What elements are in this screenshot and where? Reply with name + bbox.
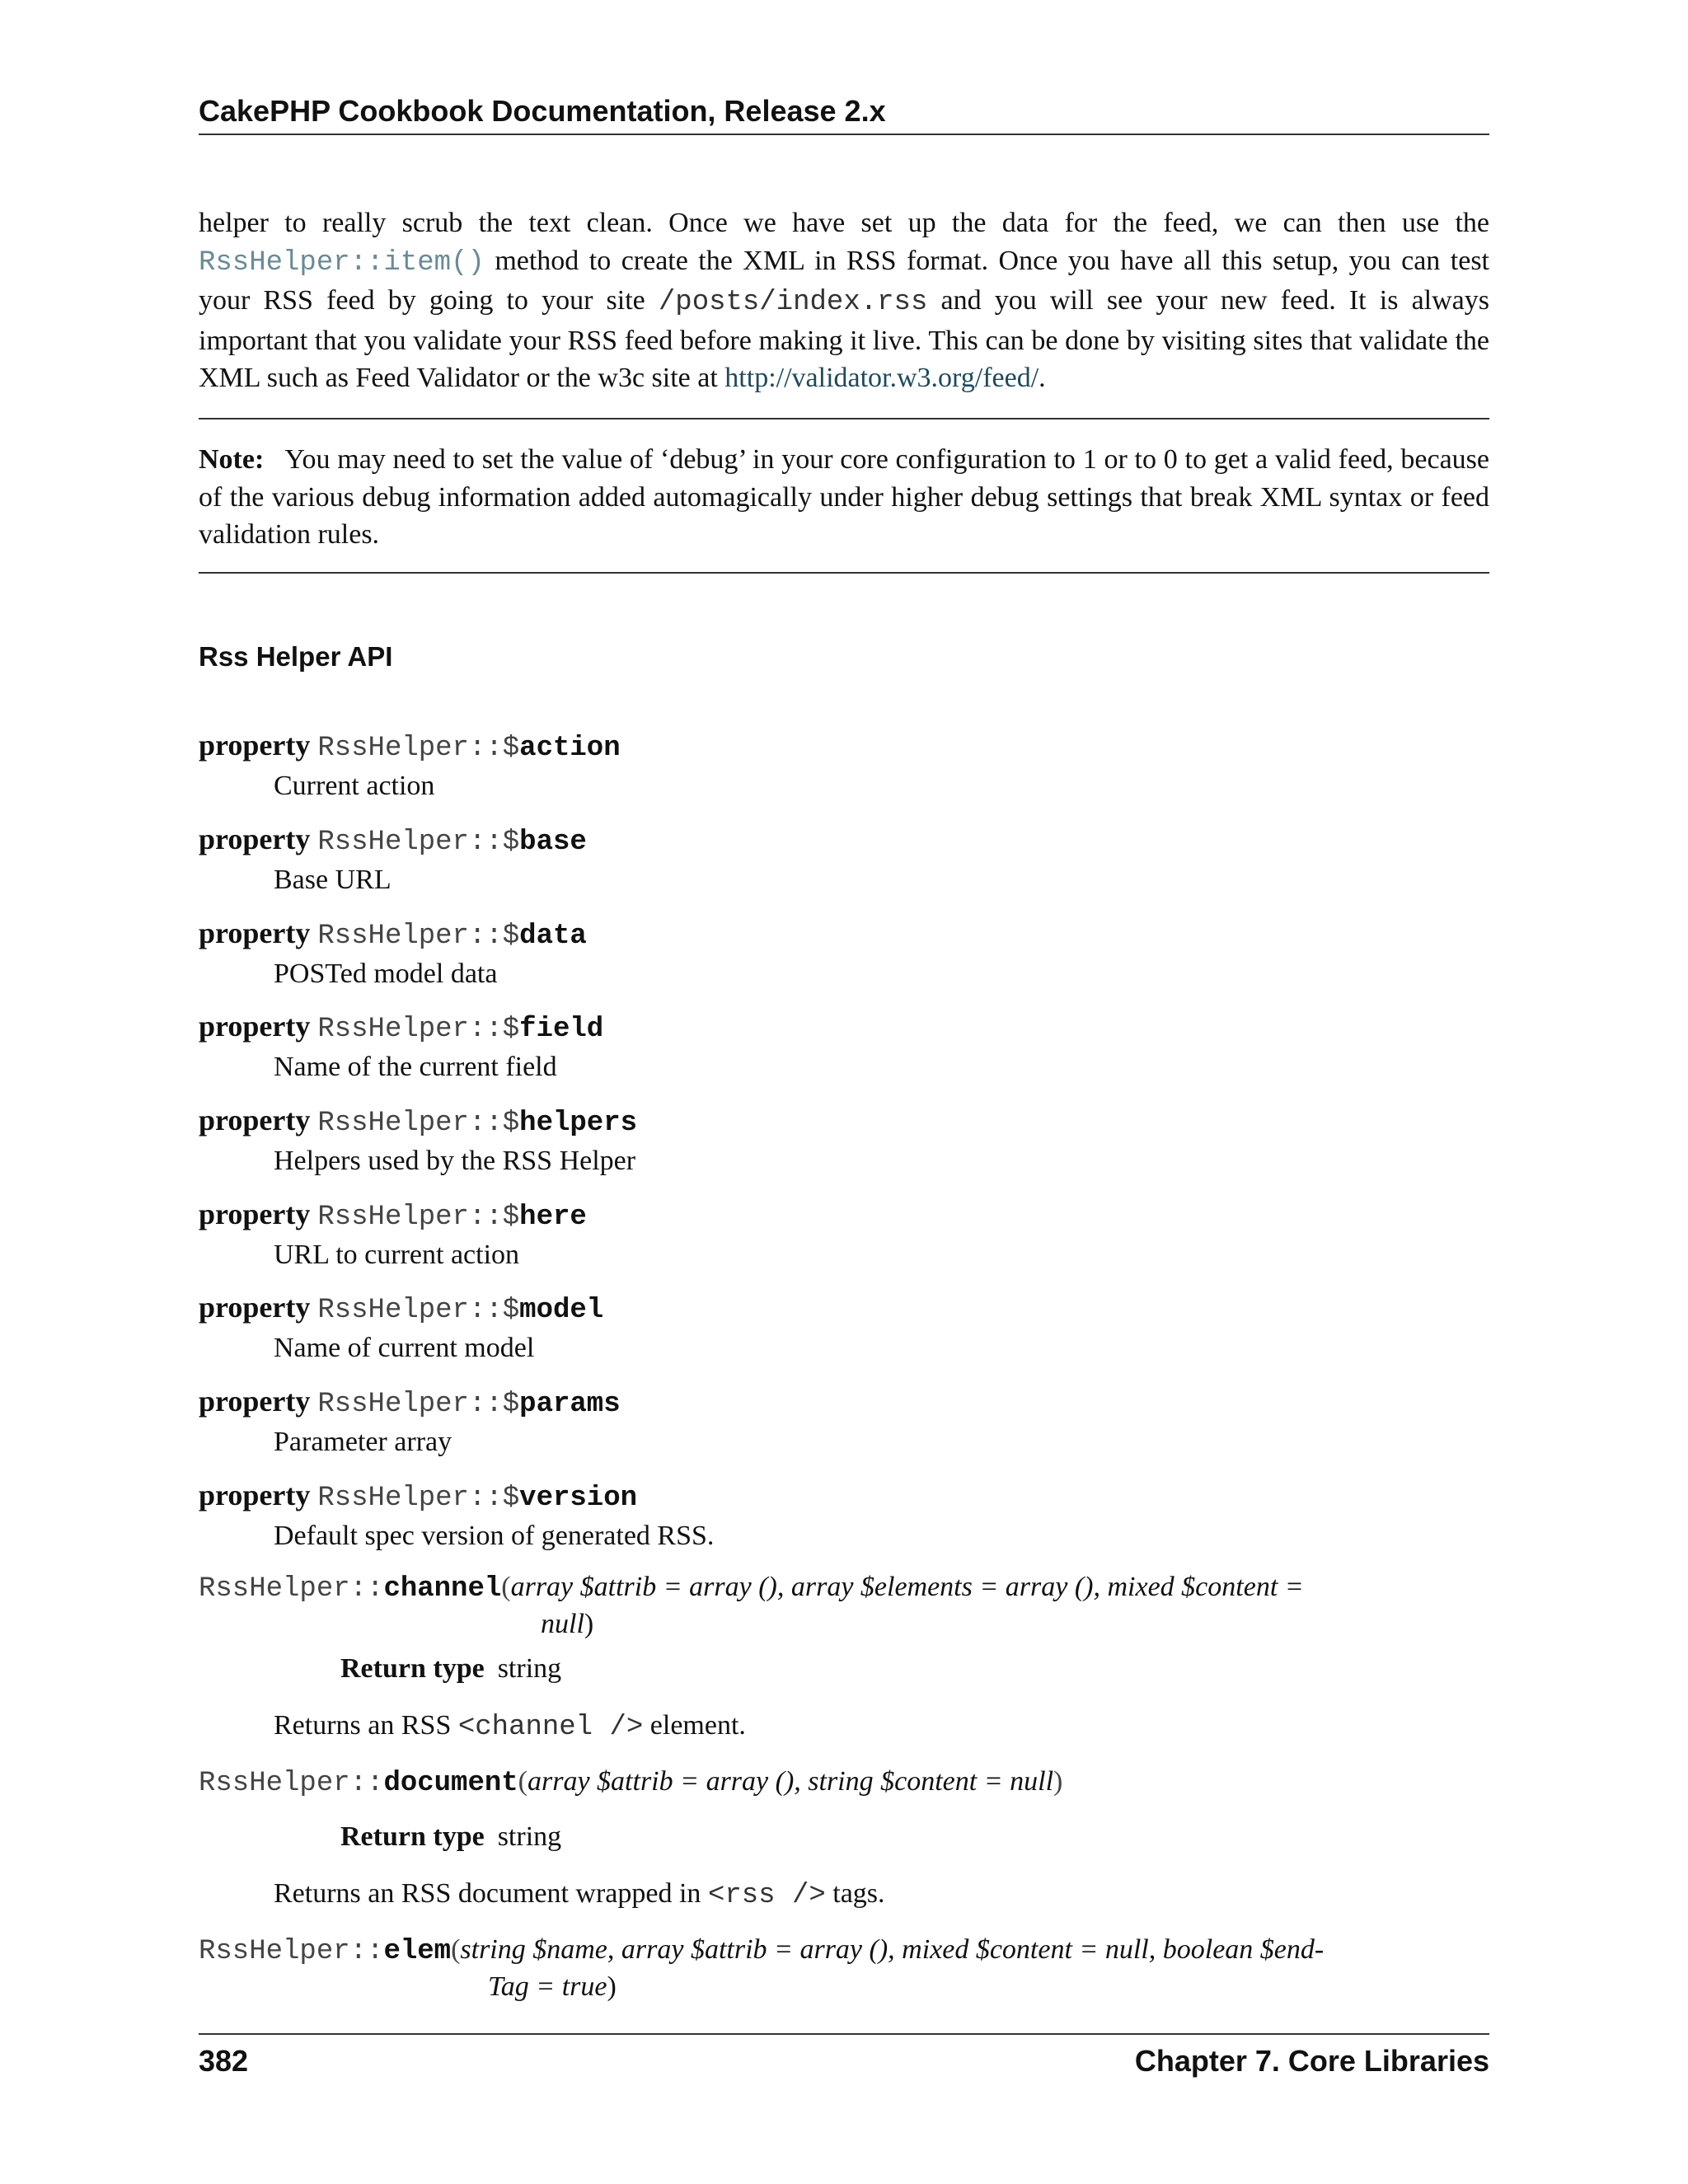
method-open-paren: ( (518, 1766, 528, 1797)
method-args: array $attrib = array (), string $content = null (528, 1766, 1054, 1797)
method-close-paren: ) (607, 1971, 617, 2002)
method-name-document[interactable]: document (383, 1768, 518, 1799)
method-args-cont: null (541, 1609, 584, 1639)
header-rule (199, 134, 1489, 135)
method-document-signature (199, 1763, 1489, 1802)
note-label: Note: (199, 444, 265, 475)
method-channel-return (340, 1650, 561, 1687)
return-type-label: Return type (340, 1821, 485, 1852)
page-number: 382 (199, 2044, 249, 2078)
method-desc-text: element. (643, 1710, 746, 1741)
method-desc-text: Returns an RSS document wrapped in (274, 1878, 708, 1909)
intro-text-4: . (1039, 363, 1046, 393)
property-name[interactable]: data (519, 921, 587, 952)
property-description: Helpers used by the RSS Helper (274, 1146, 636, 1176)
property-data (199, 915, 1489, 992)
intro-text-3: and you will see your new feed. It is always important that you validate your RSS feed before making it live. This can be done by visiting sites that validate the XML such as Feed Validator or the w3c site at (199, 285, 1489, 393)
property-description: POSTed model data (274, 958, 498, 989)
method-desc-text: Returns an RSS (274, 1710, 458, 1741)
property-class: RssHelper::$ (317, 1014, 520, 1045)
method-class: RssHelper:: (199, 1768, 384, 1799)
method-elem-args-continued (488, 1968, 617, 2005)
property-description: Parameter array (274, 1427, 452, 1457)
method-elem-signature (199, 1931, 1489, 1971)
property-params (199, 1383, 1489, 1460)
property-description: Name of the current field (274, 1052, 557, 1082)
property-name[interactable]: base (519, 827, 587, 858)
property-name[interactable]: helpers (519, 1108, 637, 1139)
method-args: string $name, array $attrib = array (), mixed $content = null, boolean $end- (460, 1934, 1325, 1965)
property-keyword: property (199, 1385, 311, 1418)
method-channel-description (274, 1707, 746, 1746)
note-bottom-rule (199, 572, 1489, 574)
property-action (199, 727, 1489, 804)
property-class: RssHelper::$ (317, 921, 520, 952)
property-class: RssHelper::$ (317, 1389, 520, 1420)
property-keyword: property (199, 1479, 311, 1511)
property-keyword: property (199, 916, 311, 949)
method-close-paren: ) (1053, 1766, 1063, 1797)
property-here (199, 1196, 1489, 1273)
property-description: Name of current model (274, 1333, 535, 1363)
property-name[interactable]: action (519, 733, 621, 764)
property-field (199, 1008, 1489, 1085)
property-keyword: property (199, 1104, 311, 1137)
validator-link[interactable]: http://validator.w3.org/feed/ (724, 363, 1039, 393)
method-open-paren: ( (451, 1934, 461, 1965)
rss-tag-code: <rss /> (707, 1880, 826, 1911)
rss-path-code: /posts/index.rss (658, 287, 928, 318)
property-keyword: property (199, 1010, 311, 1043)
method-document-description (274, 1875, 885, 1915)
property-keyword: property (199, 1197, 311, 1230)
note-top-rule (199, 418, 1489, 419)
method-name-elem[interactable]: elem (383, 1936, 452, 1967)
property-description: Default spec version of generated RSS. (274, 1521, 715, 1551)
method-close-paren: ) (584, 1609, 594, 1639)
property-keyword: property (199, 1291, 311, 1324)
property-class: RssHelper::$ (317, 827, 520, 858)
method-channel-signature (199, 1568, 1489, 1608)
item-method-xref[interactable]: RssHelper::item() (199, 246, 485, 279)
property-model (199, 1289, 1489, 1366)
channel-tag-code: <channel /> (457, 1712, 644, 1743)
note-box (199, 441, 1489, 554)
intro-text-1: helper to really scrub the text clean. Once we have set up the data for the feed, we can then use the (199, 208, 1489, 238)
method-args-cont: Tag = true (488, 1971, 607, 2002)
property-class: RssHelper::$ (317, 733, 520, 764)
method-open-paren: ( (501, 1572, 511, 1602)
method-channel-args-continued (541, 1605, 593, 1643)
property-class: RssHelper::$ (317, 1108, 520, 1139)
property-helpers (199, 1102, 1489, 1179)
return-type-value: string (497, 1821, 562, 1852)
return-type-value: string (497, 1653, 562, 1684)
property-class: RssHelper::$ (317, 1483, 520, 1514)
property-description: Current action (274, 771, 435, 801)
property-keyword: property (199, 729, 311, 762)
method-desc-text: tags. (825, 1878, 885, 1909)
footer-rule (199, 2033, 1489, 2035)
page-header-title: CakePHP Cookbook Documentation, Release 2.x (199, 94, 886, 128)
method-name-channel[interactable]: channel (383, 1573, 502, 1605)
intro-paragraph (199, 204, 1489, 397)
return-type-label: Return type (340, 1653, 485, 1684)
intro-text-2: method to create the XML in RSS format. Once you have all this setup, you can test your RSS feed by going to your site (199, 245, 1489, 316)
method-args: array $attrib = array (), array $elements = array (), mixed $content = (510, 1572, 1304, 1602)
property-description: Base URL (274, 865, 392, 895)
property-name[interactable]: model (519, 1295, 604, 1326)
property-class: RssHelper::$ (317, 1295, 520, 1326)
property-base (199, 821, 1489, 898)
property-name[interactable]: here (519, 1202, 587, 1233)
method-document-return (340, 1818, 561, 1855)
property-name[interactable]: version (519, 1483, 637, 1514)
property-version (199, 1477, 1489, 1554)
property-keyword: property (199, 823, 311, 855)
note-text: You may need to set the value of ‘debug’ in your core configuration to 1 or to 0 to get a valid feed, because of the various debug information added automagically under higher debug settings that break XML syntax or feed validation rules. (199, 444, 1489, 550)
method-class: RssHelper:: (199, 1936, 384, 1967)
property-class: RssHelper::$ (317, 1202, 520, 1233)
method-class: RssHelper:: (199, 1573, 384, 1605)
property-name[interactable]: params (519, 1389, 621, 1420)
property-name[interactable]: field (519, 1014, 604, 1045)
property-description: URL to current action (274, 1240, 520, 1270)
section-title: Rss Helper API (199, 641, 393, 672)
chapter-title: Chapter 7. Core Libraries (1134, 2044, 1489, 2078)
